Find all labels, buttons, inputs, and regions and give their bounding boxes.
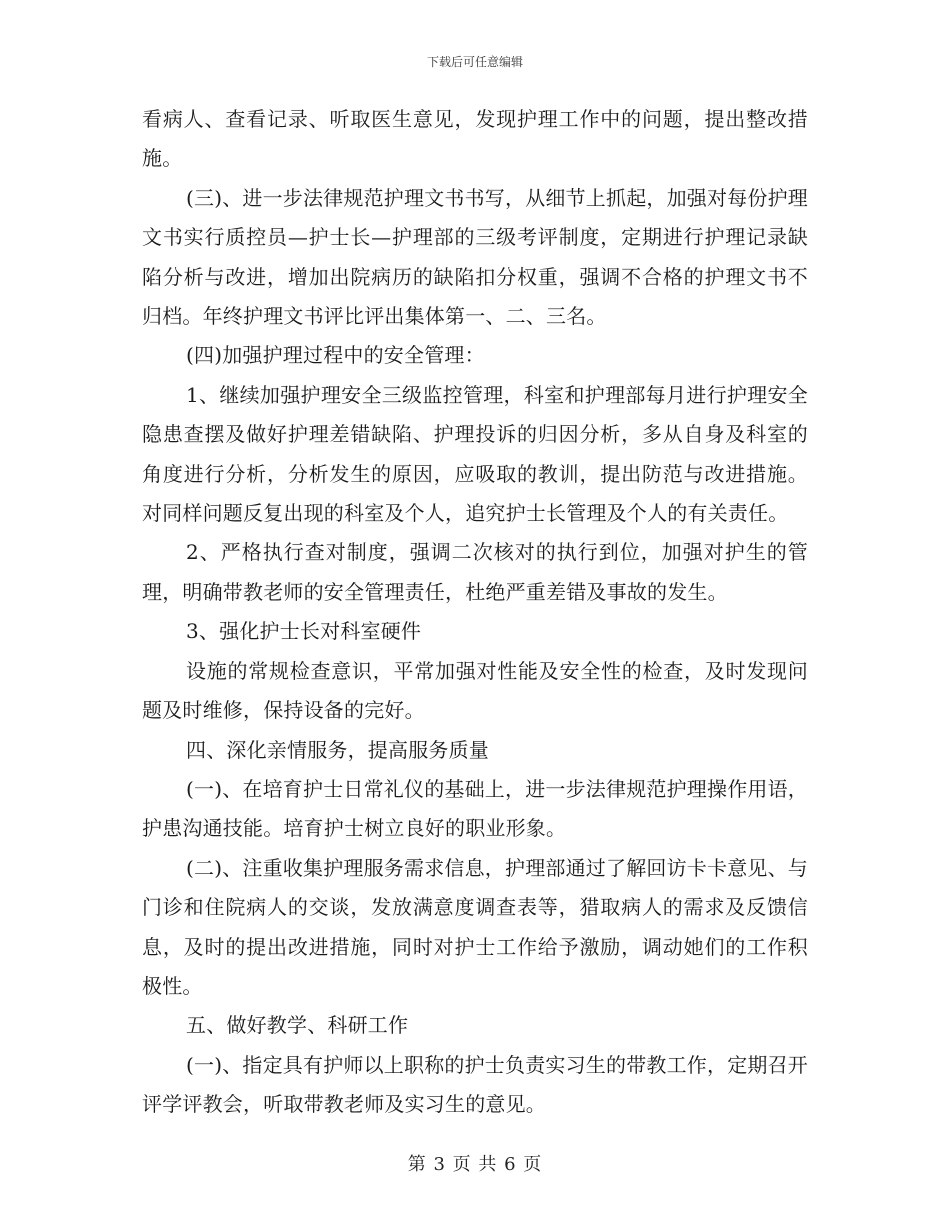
paragraph-3: (四)加强护理过程中的安全管理： <box>186 343 485 368</box>
paragraph-8: 四、深化亲情服务，提高服务质量 <box>186 737 489 762</box>
paragraph-7: 设施的常规检查意识，平常加强对性能及安全性的检查，及时发现问题及时维修，保持设备的完好。 <box>142 658 808 723</box>
page-header: 下载后可任意编辑 <box>426 55 523 69</box>
paragraph-1: 看病人、查看记录、听取医生意见，发现护理工作中的问题，提出整改措施。 <box>142 107 808 171</box>
paragraph-9: (一)、在培育护士日常礼仪的基础上，进一步法律规范护理操作用语，护患沟通技能。培育护士树立良好的职业形象。 <box>142 776 809 841</box>
paragraph-10: (二)、注重收集护理服务需求信息，护理部通过了解回访卡卡意见、与门诊和住院病人的交谈，发放满意度调查表等，猎取病人的需求及反馈信息，及时的提出改进措施，同时对护士工作给予激励，调动她们的工作积极性。 <box>142 855 809 998</box>
paragraph-12: (一)、指定具有护师以上职称的护士负责实习生的带教工作，定期召开评学评教会，听取带教老师及实习生的意见。 <box>142 1052 809 1117</box>
document-body <box>142 100 808 1125</box>
paragraph-4: 1、继续加强护理安全三级监控管理，科室和护理部每月进行护理安全隐患查摆及做好护理差错缺陷、护理投诉的归因分析，多从自身及科室的角度进行分析，分析发生的原因，应吸取的教训，提出防范与改进措施。对同样问题反复出现的科室及个人，追究护士长管理及个人的有关责任。 <box>142 382 808 526</box>
page-number: 第 3 页 共 6 页 <box>407 1154 543 1175</box>
paragraph-2: (三)、进一步法律规范护理文书书写，从细节上抓起，加强对每份护理文书实行质控员—护士长—护理部的三级考评制度，定期进行护理记录缺陷分析与改进，增加出院病历的缺陷扣分权重，强调不合格的护理文书不归档。年终护理文书评比评出集体第一、二、三名。 <box>142 185 809 329</box>
paragraph-6: 3、强化护士长对科室硬件 <box>186 619 422 644</box>
paragraph-5: 2、严格执行查对制度，强调二次核对的执行到位，加强对护生的管理，明确带教老师的安全管理责任，杜绝严重差错及事故的发生。 <box>142 540 808 604</box>
paragraph-11: 五、做好教学、科研工作 <box>186 1013 409 1038</box>
